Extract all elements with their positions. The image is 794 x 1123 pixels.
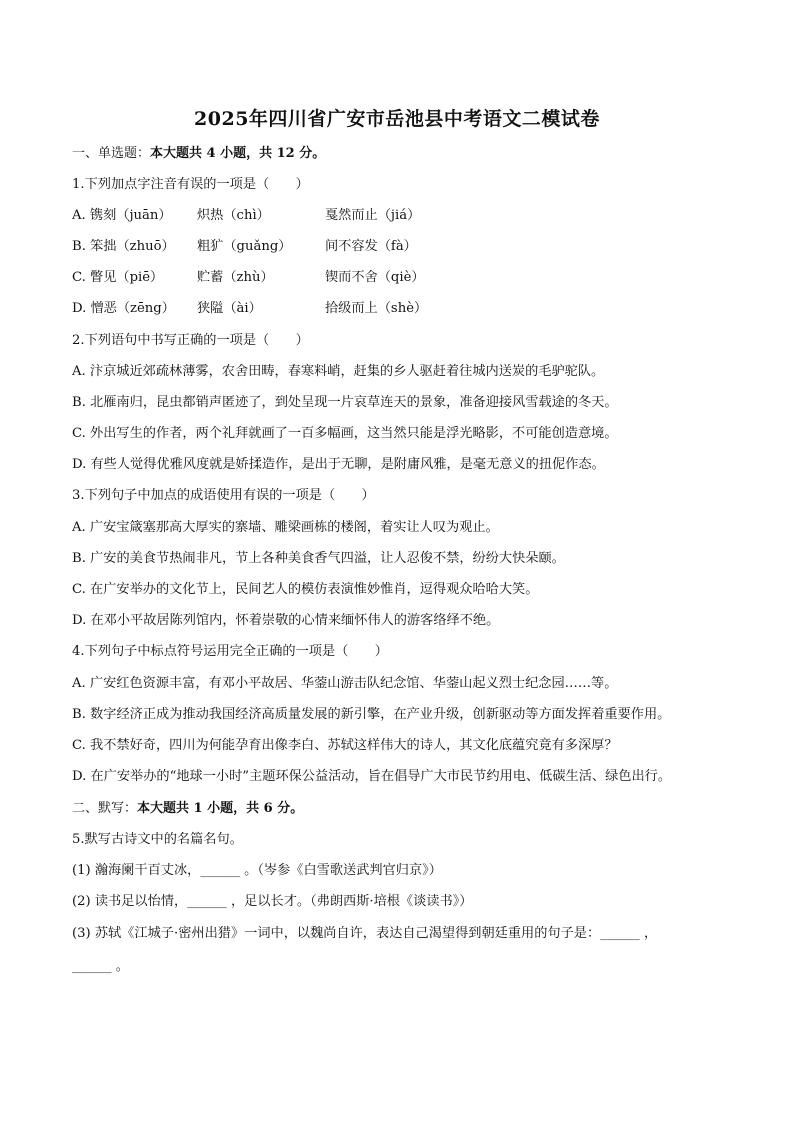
exam-title: 2025年四川省广安市岳池县中考语文二模试卷 xyxy=(194,108,600,130)
q2-stem: 2.下列语句中书写正确的一项是（ ） xyxy=(72,333,309,348)
section-2-desc: 本大题共 1 小题，共 6 分。 xyxy=(137,801,304,816)
q1-b-1: B. 笨拙（zhuō） xyxy=(72,239,175,254)
q4-option-a: A. 广安红色资源丰富，有邓小平故居、华蓥山游击队纪念馆、华蓥山起义烈士纪念园……等。 xyxy=(72,676,618,691)
q1-option-b xyxy=(72,238,732,256)
q3-option-a: A. 广安宝箴塞那高大厚实的寨墙、雕梁画栋的楼阁，着实让人叹为观止。 xyxy=(72,520,499,535)
q1-d-2: 狭隘（ài） xyxy=(197,301,262,316)
q2-option-d: D. 有些人觉得优雅风度就是娇揉造作，是出于无聊，是附庸风雅，是毫无意义的扭伲作态。 xyxy=(72,457,605,472)
q2-option-c: C. 外出写生的作者，两个礼拜就画了一百多幅画，这当然只能是浮光略影，不可能创造意境。 xyxy=(72,426,618,441)
q5-item-1: (1) 瀚海阑干百丈冰，______ 。（岑参《白雪歌送武判官归京》） xyxy=(72,863,442,878)
section-1-prefix: 一、单选题： xyxy=(72,146,151,161)
q1-b-2: 粗犷（guǎng） xyxy=(197,239,292,254)
q4-option-d: D. 在广安举办的“地球一小时”主题环保公益活动，旨在倡导广大市民节约用电、低碳生活、绿色出行。 xyxy=(72,769,672,784)
q5-item-3-continued: ______ 。 xyxy=(72,959,129,974)
q3-option-d: D. 在邓小平故居陈列馆内，怀着崇敬的心情来缅怀伟人的游客络绎不绝。 xyxy=(72,613,500,628)
q1-a-3: 戛然而止（jiá） xyxy=(325,208,421,223)
q2-option-a: A. 汴京城近郊疏林薄雾，农舍田畴，春寒料峭，赶集的乡人驱赶着往城内送炭的毛驴驼队。 xyxy=(72,364,605,379)
q1-option-c xyxy=(72,269,732,287)
q1-option-d xyxy=(72,300,732,318)
q1-option-a xyxy=(72,207,732,225)
q5-item-2: (2) 读书足以怡情，______ ，足以长才。（弗朗西斯·培根《谈读书》） xyxy=(72,894,473,909)
q1-c-1: C. 瞥见（piē） xyxy=(72,270,164,285)
q3-option-c: C. 在广安举办的文化节上，民间艺人的模仿表演惟妙惟肖，逗得观众哈哈大笑。 xyxy=(72,582,539,597)
q2-option-b: B. 北雁南归，昆虫都销声匿迹了，到处呈现一片哀草连天的景象，准备迎接风雪载途的冬天。 xyxy=(72,395,618,410)
q3-option-b: B. 广安的美食节热闹非凡，节上各种美食香气四溢，让人忍俊不禁，纷纷大快朵颐。 xyxy=(72,551,565,566)
q4-option-c: C. 我不禁好奇，四川为何能孕育出像李白、苏轼这样伟大的诗人，其文化底蕴究竟有多深厚？ xyxy=(72,738,618,753)
q1-d-3: 拾级而上（shè） xyxy=(325,301,428,316)
q4-option-b: B. 数字经济正成为推动我国经济高质量发展的新引擎，在产业升级，创新驱动等方面发挥着重要作用。 xyxy=(72,707,671,722)
q5-stem: 5.默写古诗文中的名篇名句。 xyxy=(72,832,243,847)
q5-item-3: (3) 苏轼《江城子·密州出猎》一词中，以魏尚自许，表达自己渴望得到朝廷重用的句子是：______ ， xyxy=(72,926,658,941)
q1-a-1: A. 镌刻（juān） xyxy=(72,208,172,223)
q1-d-1: D. 憎恶（zēng） xyxy=(72,301,175,316)
q4-stem: 4.下列句子中标点符号运用完全正确的一项是（ ） xyxy=(72,644,388,659)
q1-a-2: 炽热（chì） xyxy=(197,208,270,223)
q1-c-2: 贮蓄（zhù） xyxy=(197,270,274,285)
q1-b-3: 间不容发（fà） xyxy=(325,239,417,254)
q1-stem: 1.下列加点字注音有误的一项是（ ） xyxy=(72,177,309,192)
section-1-desc: 本大题共 4 小题，共 12 分。 xyxy=(150,146,326,161)
q3-stem: 3.下列句子中加点的成语使用有误的一项是（ ） xyxy=(72,488,375,503)
section-1-heading xyxy=(72,145,732,163)
section-2-heading xyxy=(72,800,732,818)
section-2-prefix: 二、默写： xyxy=(72,801,138,816)
q1-c-3: 锲而不舍（qiè） xyxy=(325,270,425,285)
